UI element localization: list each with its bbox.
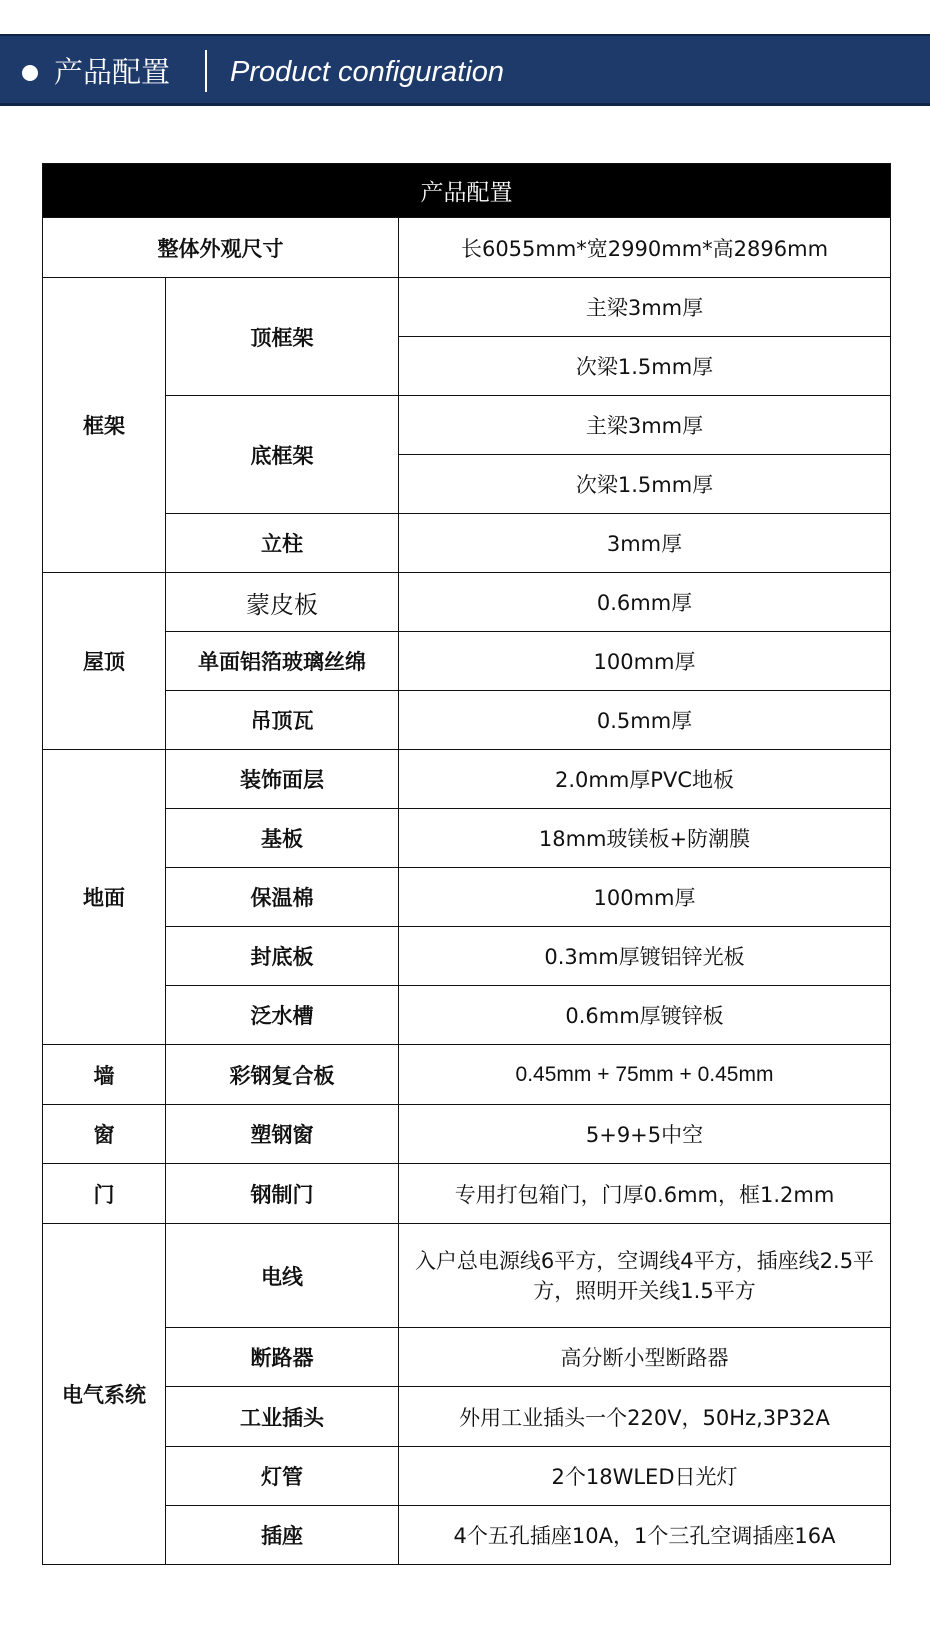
wall-item: 彩钢复合板 [166,1045,399,1105]
table-row [43,1447,891,1506]
floor-item-label: 封底板 [166,927,399,986]
bottom-frame-label: 底框架 [166,396,399,514]
table-row [43,278,891,337]
electrical-item-label: 电线 [166,1224,399,1328]
table-row [43,986,891,1045]
roof-item-label: 蒙皮板 [166,573,399,632]
electrical-item-label: 工业插头 [166,1387,399,1447]
electrical-item-value: 入户总电源线6平方，空调线4平方，插座线2.5平方，照明开关线1.5平方 [399,1224,891,1328]
roof-label: 屋顶 [43,573,166,750]
bottom-frame-secondary: 次梁1.5mm厚 [399,455,891,514]
overall-value: 长6055mm*宽2990mm*高2896mm [399,218,891,278]
table-row [43,750,891,809]
electrical-item-value: 外用工业插头一个220V，50Hz,3P32A [399,1387,891,1447]
top-frame-main: 主梁3mm厚 [399,278,891,337]
roof-item-value: 0.6mm厚 [399,573,891,632]
table-header-row [43,164,891,218]
floor-item-value: 100mm厚 [399,868,891,927]
section-banner [0,34,930,106]
floor-item-value: 18mm玻镁板+防潮膜 [399,809,891,868]
electrical-item-label: 断路器 [166,1328,399,1387]
window-label: 窗 [43,1105,166,1164]
column-value: 3mm厚 [399,514,891,573]
electrical-item-label: 插座 [166,1506,399,1565]
top-frame-label: 顶框架 [166,278,399,396]
top-frame-secondary: 次梁1.5mm厚 [399,337,891,396]
electrical-item-value: 高分断小型断路器 [399,1328,891,1387]
banner-title-cn: 产品配置 [54,55,171,89]
table-row [43,1045,891,1105]
table-row [43,573,891,632]
table-row [43,1224,891,1328]
overall-label: 整体外观尺寸 [43,218,399,278]
electrical-item-value: 2个18WLED日光灯 [399,1447,891,1506]
table-row [43,1387,891,1447]
roof-item-label: 吊顶瓦 [166,691,399,750]
bottom-frame-main: 主梁3mm厚 [399,396,891,455]
table-header: 产品配置 [43,164,891,218]
floor-item-label: 基板 [166,809,399,868]
bullet-dot-icon [22,65,38,81]
table-row [43,809,891,868]
banner-divider [205,50,207,92]
electrical-item-label: 灯管 [166,1447,399,1506]
frame-label: 框架 [43,278,166,573]
table-row [43,1105,891,1164]
table-row [43,1328,891,1387]
table-row [43,632,891,691]
column-label: 立柱 [166,514,399,573]
door-label: 门 [43,1164,166,1224]
floor-item-label: 保温棉 [166,868,399,927]
table-row [43,514,891,573]
roof-item-value: 0.5mm厚 [399,691,891,750]
door-value: 专用打包箱门，门厚0.6mm，框1.2mm [399,1164,891,1224]
wall-label: 墙 [43,1045,166,1105]
table-row [43,396,891,455]
table-row [43,691,891,750]
wall-value: 0.45mm + 75mm + 0.45mm [399,1045,891,1105]
electrical-item-value: 4个五孔插座10A，1个三孔空调插座16A [399,1506,891,1565]
roof-item-value: 100mm厚 [399,632,891,691]
banner-title-en: Product configuration [230,56,505,88]
floor-item-label: 装饰面层 [166,750,399,809]
window-value: 5+9+5中空 [399,1105,891,1164]
floor-item-value: 0.3mm厚镀铝锌光板 [399,927,891,986]
electrical-label: 电气系统 [43,1224,166,1565]
floor-item-label: 泛水槽 [166,986,399,1045]
table-row [43,927,891,986]
table-row [43,218,891,278]
window-item: 塑钢窗 [166,1105,399,1164]
table-row [43,1506,891,1565]
config-table [42,163,891,1565]
floor-label: 地面 [43,750,166,1045]
roof-item-label: 单面铝箔玻璃丝绵 [166,632,399,691]
door-item: 钢制门 [166,1164,399,1224]
floor-item-value: 0.6mm厚镀锌板 [399,986,891,1045]
floor-item-value: 2.0mm厚PVC地板 [399,750,891,809]
table-row [43,1164,891,1224]
table-row [43,868,891,927]
